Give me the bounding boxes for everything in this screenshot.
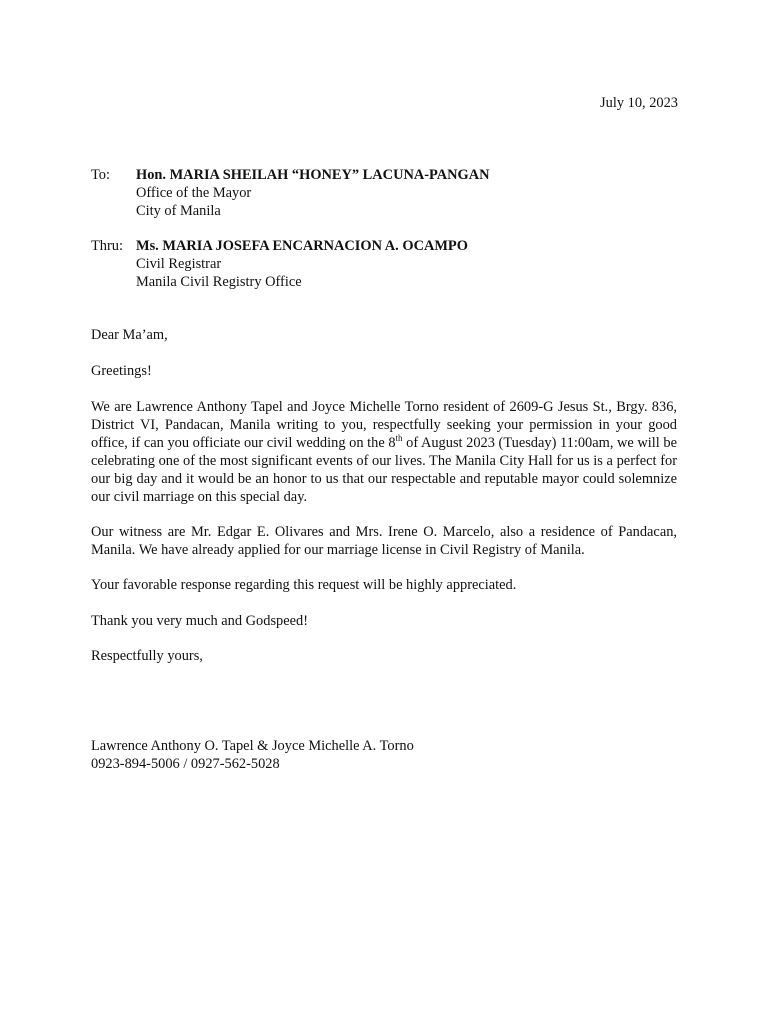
- body-paragraph-witnesses: Our witness are Mr. Edgar E. Olivares and Mrs. Irene O. Marcelo, also a residence of Pandacan, Manila. We have already applied for our marriage license in Civil Registry of Manila.: [91, 524, 677, 558]
- greeting: Greetings!: [91, 363, 152, 379]
- thru-label: Thru:: [91, 238, 123, 254]
- salutation: Dear Ma’am,: [91, 327, 168, 343]
- paragraph-text-part1: We are Lawrence Anthony Tapel and Joyce Michelle Torno resident of 2609-G Jesus St., Brgy. 836, District VI, Pandacan, Manila writing to you, respectfully seeking your permission in your good office, if can you officiate our civil wedding on the 8: [91, 399, 677, 451]
- signature-block: [91, 737, 677, 773]
- body-paragraph-thanks: Thank you very much and Godspeed!: [91, 613, 308, 629]
- ordinal-suffix: th: [395, 433, 403, 444]
- thru-address-lines: [136, 237, 691, 291]
- thru-recipient-name: Ms. MARIA JOSEFA ENCARNACION A. OCAMPO: [136, 238, 468, 254]
- signatory-phones: 0923-894-5006 / 0927-562-5028: [91, 756, 280, 772]
- paragraph-text-part2: of August 2023 (Tuesday) 11:00am, we will be celebrating one of the most significant events of our lives. The Manila City Hall for us is a perfect for our big day and it would be an honor to us that our respectable and reputable mayor could solemnize our civil marriage on this special day.: [91, 435, 677, 505]
- to-recipient-city: City of Manila: [136, 203, 221, 219]
- body-paragraph-appreciation: Your favorable response regarding this request will be highly appreciated.: [91, 577, 517, 593]
- to-block: [91, 166, 691, 220]
- to-label: To:: [91, 167, 110, 183]
- thru-recipient-office: Manila Civil Registry Office: [136, 274, 302, 290]
- thru-recipient-title: Civil Registrar: [136, 256, 222, 272]
- thru-block: [91, 237, 691, 291]
- signatory-names: Lawrence Anthony O. Tapel & Joyce Michelle A. Torno: [91, 738, 414, 754]
- letter-date: July 10, 2023: [600, 95, 678, 111]
- to-recipient-office: Office of the Mayor: [136, 185, 252, 201]
- body-paragraph-request: [91, 398, 677, 506]
- closing: Respectfully yours,: [91, 648, 203, 664]
- to-recipient-name: Hon. MARIA SHEILAH “HONEY” LACUNA-PANGAN: [136, 167, 490, 183]
- to-address-lines: [136, 166, 691, 220]
